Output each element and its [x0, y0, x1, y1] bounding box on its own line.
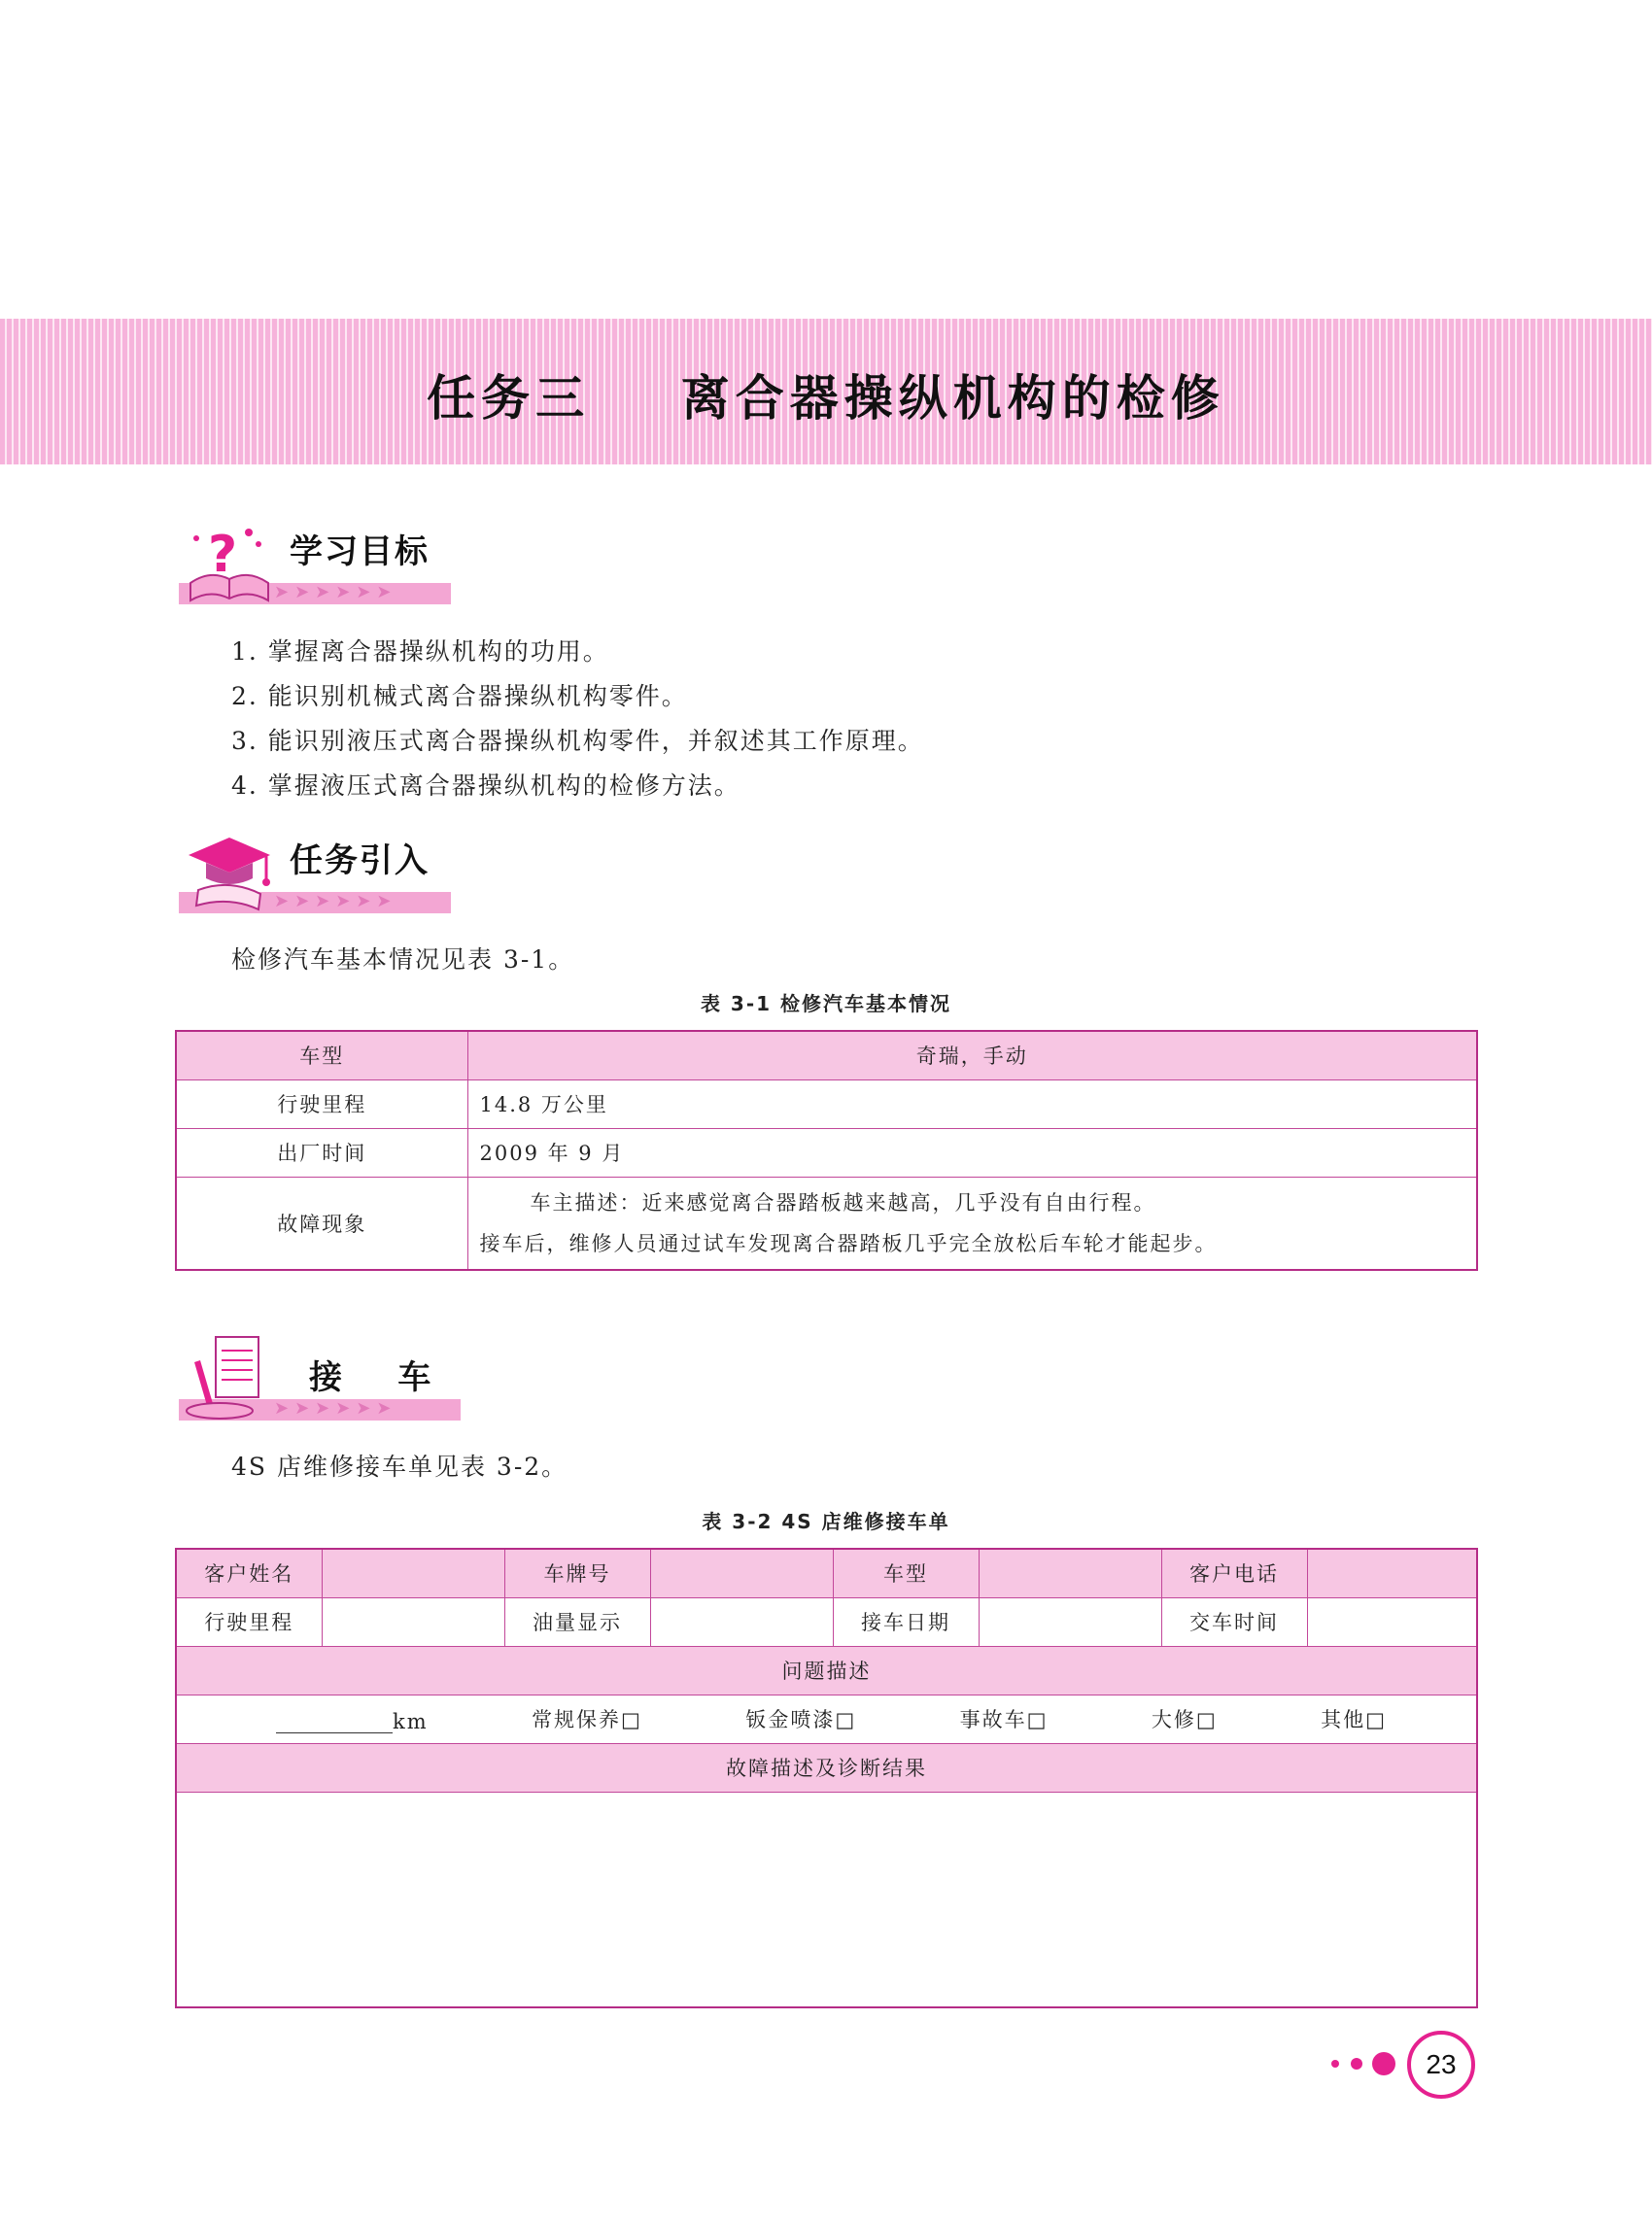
section-title-goals: 学习目标 — [290, 532, 430, 571]
table-value: 奇瑞，手动 — [467, 1031, 1477, 1079]
option-overhaul[interactable]: 大修□ — [1151, 1708, 1218, 1731]
chapter-banner — [0, 319, 1652, 464]
table1-caption: 表 3-1 检修汽车基本情况 — [700, 992, 952, 1015]
table-label: 行驶里程 — [176, 1079, 467, 1128]
table-row — [176, 1079, 1477, 1128]
fault-description — [467, 1177, 1477, 1270]
section-header-intro — [177, 824, 468, 931]
form-field-customer-name[interactable] — [322, 1549, 504, 1597]
chapter-title: 任务三 离合器操纵机构的检修 — [427, 370, 1225, 427]
form-label: 油量显示 — [504, 1597, 650, 1646]
form-field-delivery-time[interactable] — [1307, 1597, 1477, 1646]
notepad-pen-icon — [181, 1331, 278, 1424]
goal-item: 1. 掌握离合器操纵机构的功用。 — [231, 637, 609, 666]
table-label: 出厂时间 — [176, 1128, 467, 1177]
fault-line: 接车后，维修人员通过试车发现离合器踏板几乎完全放松后车轮才能起步。 — [479, 1231, 1218, 1255]
table-row — [176, 1031, 1477, 1079]
service-options — [176, 1695, 1477, 1743]
table-row — [176, 1549, 1477, 1597]
table-label: 故障现象 — [176, 1177, 467, 1270]
page-dot-medium — [1351, 2058, 1362, 2070]
svg-text:?: ? — [208, 526, 238, 584]
table-label: 车型 — [176, 1031, 467, 1079]
table-row — [176, 1597, 1477, 1646]
reception-text: 4S 店维修接车单见表 3-2。 — [231, 1453, 568, 1481]
reception-form-table — [175, 1548, 1478, 2008]
form-field-phone[interactable] — [1307, 1549, 1477, 1597]
form-label: 客户姓名 — [176, 1549, 322, 1597]
table-value: 14.8 万公里 — [467, 1079, 1477, 1128]
option-other[interactable]: 其他□ — [1321, 1708, 1387, 1731]
form-label: 车型 — [833, 1549, 979, 1597]
table-row — [176, 1128, 1477, 1177]
table-row — [176, 1695, 1477, 1743]
page-dot-large — [1372, 2052, 1395, 2075]
goal-item: 2. 能识别机械式离合器操纵机构零件。 — [231, 682, 688, 710]
table-row — [176, 1177, 1477, 1270]
fault-line: 车主描述：近来感觉离合器踏板越来越高，几乎没有自由行程。 — [530, 1190, 1156, 1215]
arrow-decoration-icon: ➤➤➤➤➤➤ — [274, 891, 397, 911]
arrow-decoration-icon: ➤➤➤➤➤➤ — [274, 582, 397, 602]
page-dot-small — [1331, 2060, 1339, 2068]
page-number: 23 — [1407, 2031, 1475, 2099]
form-label: 接车日期 — [833, 1597, 979, 1646]
form-field-receive-date[interactable] — [979, 1597, 1161, 1646]
option-routine-maintenance[interactable]: 常规保养□ — [532, 1708, 642, 1731]
section-title-reception: 接 车 — [309, 1358, 433, 1397]
question-book-icon — [181, 515, 278, 608]
form-label: 客户电话 — [1161, 1549, 1307, 1597]
diagnosis-header: 故障描述及诊断结果 — [176, 1743, 1477, 1792]
diagnosis-field[interactable] — [176, 1792, 1477, 2007]
km-unit: km — [393, 1710, 429, 1733]
form-field-model[interactable] — [979, 1549, 1161, 1597]
table-row — [176, 1646, 1477, 1695]
form-field-mileage[interactable] — [322, 1597, 504, 1646]
section-header-goals — [177, 515, 468, 622]
table-value: 2009 年 9 月 — [467, 1128, 1477, 1177]
table2-caption: 表 3-2 4S 店维修接车单 — [702, 1510, 950, 1533]
form-label: 交车时间 — [1161, 1597, 1307, 1646]
section-title-intro: 任务引入 — [290, 841, 430, 880]
form-field-plate-number[interactable] — [650, 1549, 833, 1597]
intro-text: 检修汽车基本情况见表 3-1。 — [231, 945, 575, 974]
form-label: 车牌号 — [504, 1549, 650, 1597]
arrow-decoration-icon: ➤➤➤➤➤➤ — [274, 1398, 397, 1419]
form-label: 行驶里程 — [176, 1597, 322, 1646]
section-header-reception — [177, 1331, 468, 1438]
table-row — [176, 1792, 1477, 2007]
goal-item: 3. 能识别液压式离合器操纵机构零件，并叙述其工作原理。 — [231, 727, 924, 755]
option-bodywork-paint[interactable]: 钣金喷漆□ — [745, 1708, 857, 1731]
problem-header: 问题描述 — [176, 1646, 1477, 1695]
km-field[interactable] — [276, 1709, 429, 1733]
goal-item: 4. 掌握液压式离合器操纵机构的检修方法。 — [231, 771, 740, 800]
table-row — [176, 1743, 1477, 1792]
form-field-fuel[interactable] — [650, 1597, 833, 1646]
option-accident[interactable]: 事故车□ — [959, 1708, 1049, 1731]
graduation-cap-icon — [181, 824, 278, 917]
km-blank[interactable] — [276, 1709, 393, 1733]
goals-list — [231, 630, 924, 808]
vehicle-info-table — [175, 1030, 1478, 1271]
